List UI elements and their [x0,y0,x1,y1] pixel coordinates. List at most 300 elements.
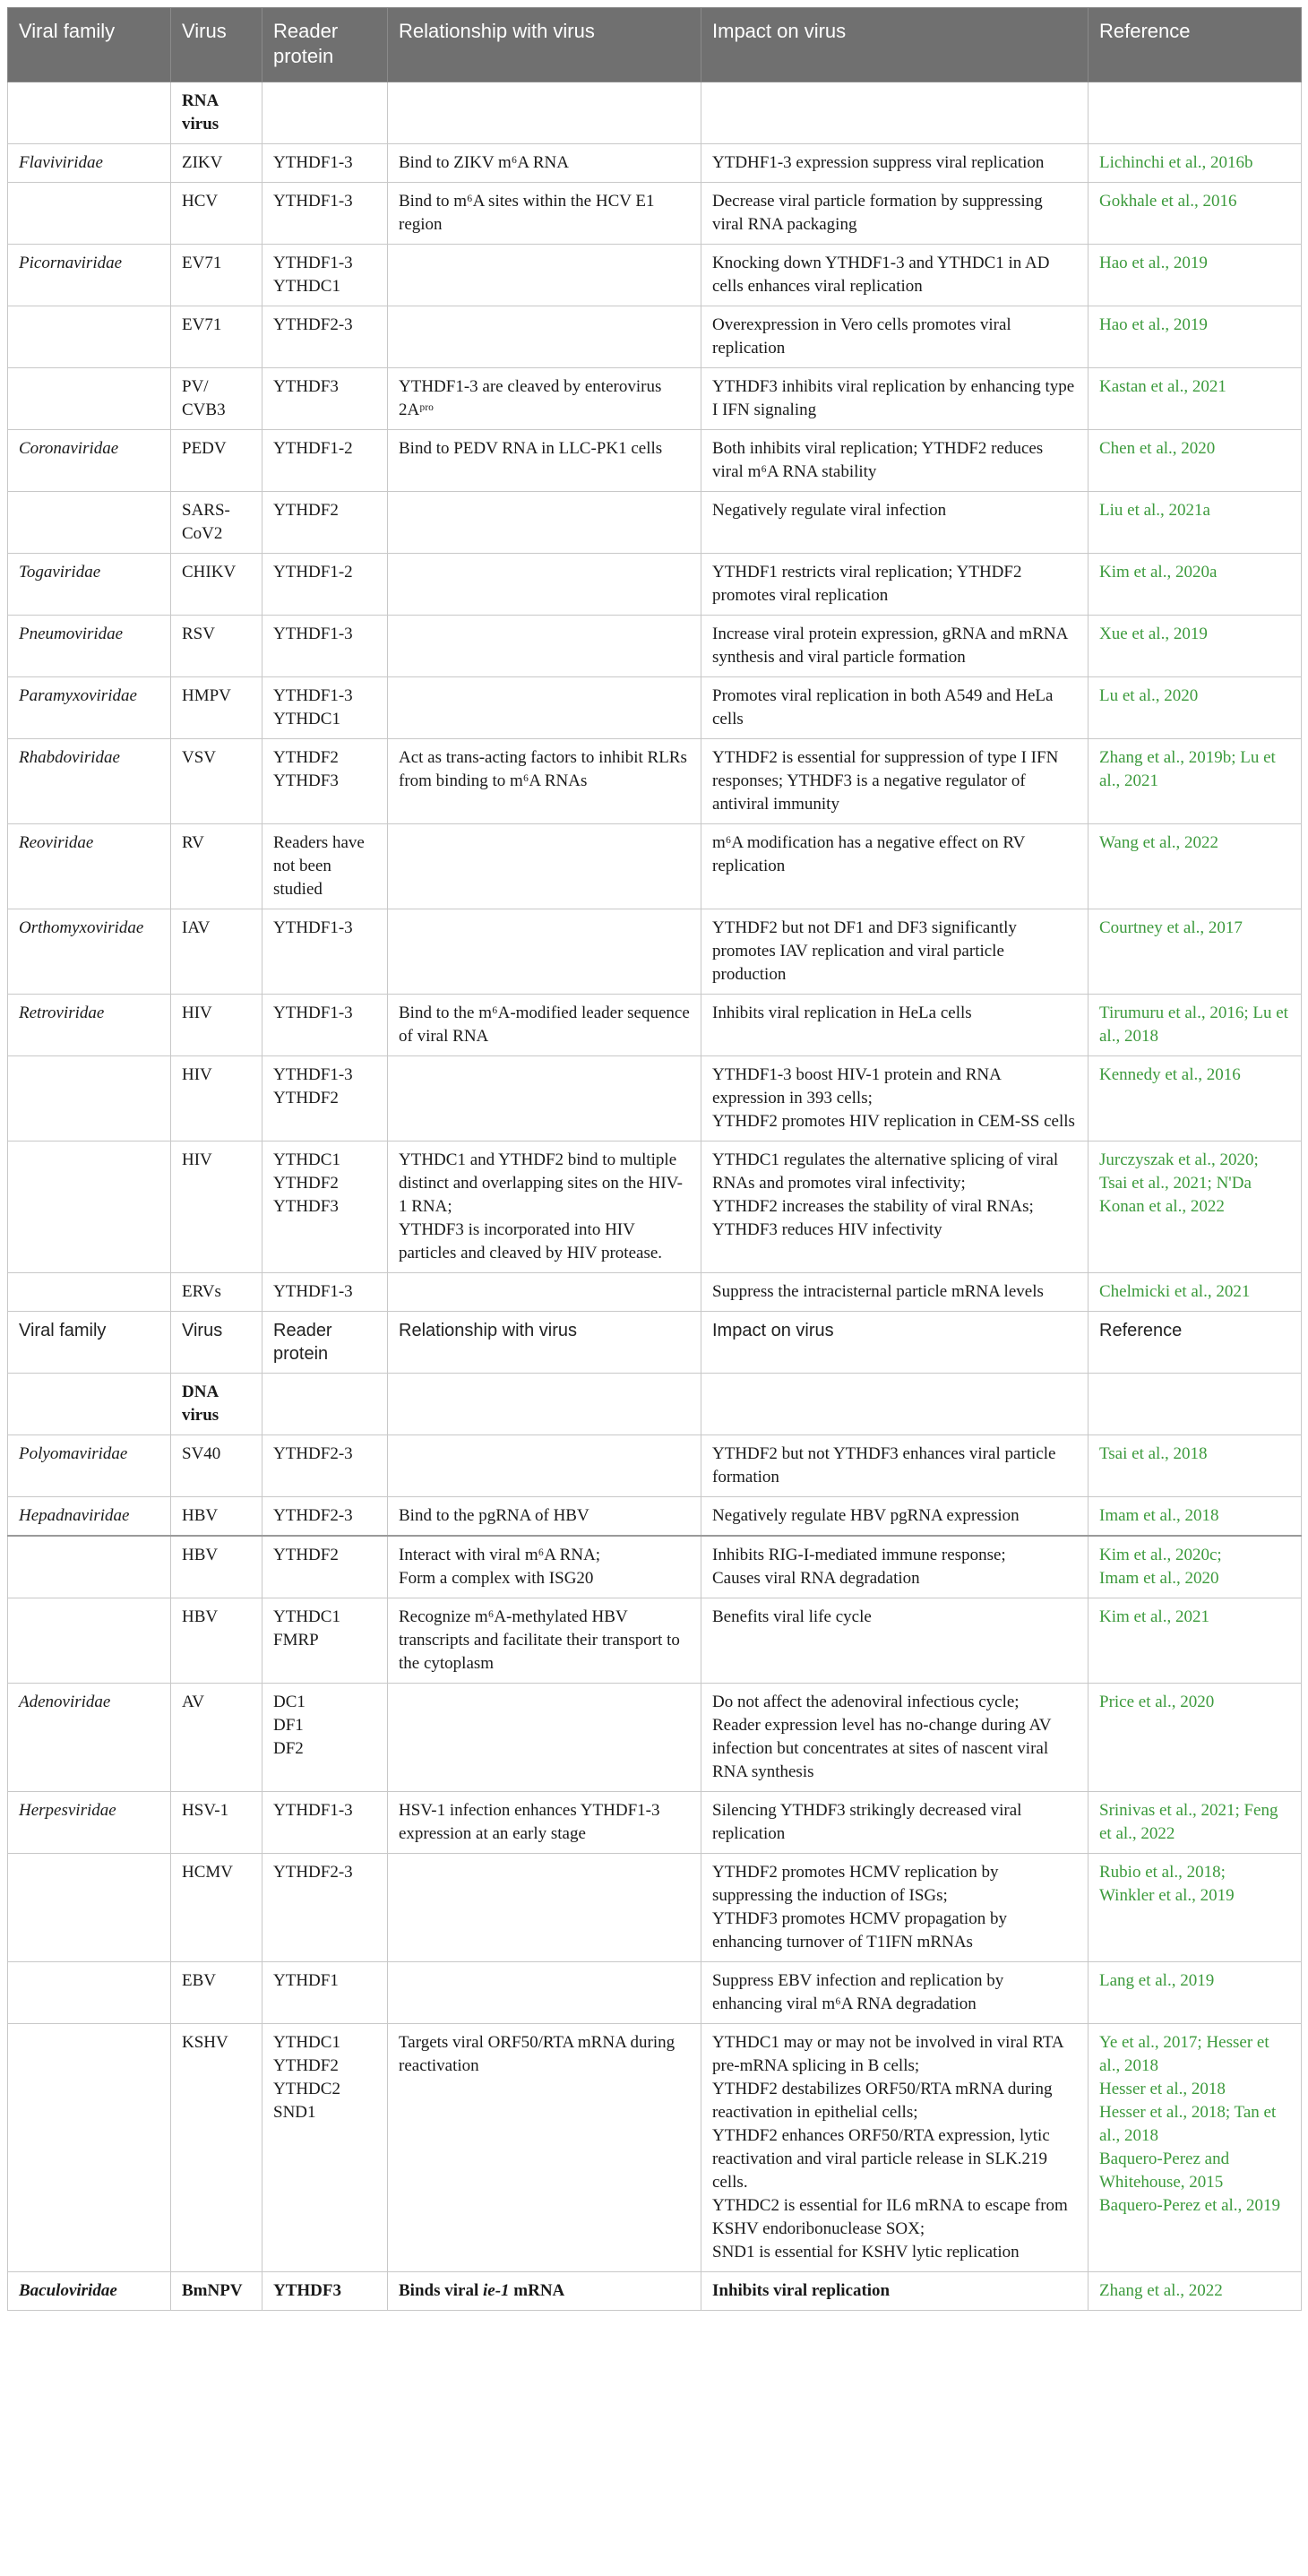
cell-impact [701,1962,1089,2024]
cell-impact [701,2272,1089,2311]
cell-relationship [388,677,701,739]
cell-reference [1089,909,1302,995]
impact-line: YTHDF3 inhibits viral replication by enhancing type I IFN signaling [712,377,1075,419]
reader-line: YTHDF2 [273,501,339,520]
impact-line: Inhibits viral replication in HeLa cells [712,1004,972,1022]
impact-line: Do not affect the adenoviral infectious cycle; [712,1693,1020,1711]
reader-line: YTHDF2-3 [273,1444,353,1463]
cell-virus: ZIKV [171,144,262,183]
reader-line: YTHDF1-3 [273,686,353,705]
reference-link[interactable]: Lang et al., 2019 [1099,1971,1215,1990]
table-row [8,245,1302,306]
cell-reader-protein [262,1435,388,1497]
cell-relationship [388,183,701,245]
cell-reference [1089,1536,1302,1598]
reader-line: YTHDF2-3 [273,1863,353,1882]
cell-reader-protein [262,909,388,995]
reader-line: YTHDF1-3 [273,1282,353,1301]
impact-line: Reader expression level has no-change during AV infection but concentrates at sites of nascent viral RNA synthesis [712,1716,1052,1781]
cell-relationship [388,144,701,183]
cell-reference [1089,1684,1302,1792]
cell-reference [1089,1273,1302,1312]
impact-line: Decrease viral particle formation by suppressing viral RNA packaging [712,192,1043,234]
reader-line: YTHDF2 [273,1546,339,1564]
table-row [8,995,1302,1056]
impact-line: YTHDF3 reduces HIV infectivity [712,1220,942,1239]
cell-virus [171,82,262,144]
section-label: RNA virus [182,91,219,134]
table-row [8,430,1302,492]
cell-impact [701,1435,1089,1497]
impact-line: YTHDF2 promotes HCMV replication by suppressing the induction of ISGs; [712,1863,999,1905]
cell-impact [701,677,1089,739]
cell-impact [701,1598,1089,1684]
cell-viral-family: Picornaviridae [8,245,171,306]
cell-reader-protein [262,1273,388,1312]
reference-link[interactable]: Price et al., 2020 [1099,1693,1215,1711]
cell-reference [1089,677,1302,739]
impact-line: Inhibits viral replication [712,2281,891,2300]
impact-line: Suppress EBV infection and replication by enhancing viral m⁶A RNA degradation [712,1971,1004,2013]
table-row [8,306,1302,368]
cell-viral-family [8,368,171,430]
cell-viral-family [8,1142,171,1273]
table-header [8,8,1302,82]
cell-virus: RSV [171,616,262,677]
column-header-reference: Reference [1089,8,1302,82]
cell-relationship [388,430,701,492]
reference-link[interactable]: Jurczyszak et al., 2020; [1099,1150,1259,1169]
impact-line: YTHDC1 regulates the alternative splicing of viral RNAs and promotes viral infectivity; [712,1150,1059,1193]
table-row [8,1684,1302,1792]
reader-line: YTHDF1-2 [273,439,353,458]
reader-line: DF1 [273,1716,304,1735]
cell-reader-protein [262,824,388,909]
reader-line: YTHDF1-3 [273,625,353,643]
table-body [8,82,1302,2311]
reference-link[interactable]: Kim et al., 2020c; [1099,1546,1222,1564]
viral-reader-table [7,7,1302,2311]
cell-reader-protein [262,677,388,739]
column-header-virus: Virus [171,8,262,82]
reference-link[interactable]: Lu et al., 2020 [1099,686,1199,705]
reference-link[interactable]: Liu et al., 2021a [1099,501,1210,520]
relationship-line: Form a complex with ISG20 [399,1569,594,1588]
impact-line: YTHDF2 promotes HIV replication in CEM-SS cells [712,1112,1075,1131]
reader-line: YTHDC1 [273,1607,340,1626]
relationship-line: Targets viral ORF50/RTA mRNA during reactivation [399,2033,676,2075]
reference-link[interactable]: Hao et al., 2019 [1099,315,1208,334]
cell-relationship [388,2272,701,2311]
cell-impact [701,1536,1089,1598]
impact-line: Knocking down YTHDF1-3 and YTHDC1 in AD cells enhances viral replication [712,254,1050,296]
relationship-line: Binds viral ie-1 mRNA [399,2281,565,2300]
cell-relationship [388,1792,701,1854]
cell-reader-protein [262,1854,388,1962]
cell-virus: EV71 [171,245,262,306]
reference-link[interactable]: Hao et al., 2019 [1099,254,1208,272]
cell-reference [1089,1598,1302,1684]
table-row [8,1854,1302,1962]
cell-impact [701,183,1089,245]
cell-impact [701,616,1089,677]
cell-impact [701,82,1089,144]
impact-line: Both inhibits viral replication; YTHDF2 reduces viral m⁶A RNA stability [712,439,1044,481]
cell-viral-family: Polyomaviridae [8,1435,171,1497]
cell-impact [701,1374,1089,1435]
impact-line: Causes viral RNA degradation [712,1569,920,1588]
cell-reference [1089,1497,1302,1537]
reader-line: FMRP [273,1631,319,1650]
cell-virus: SV40 [171,1435,262,1497]
repeated-header-family: Viral family [8,1312,171,1374]
impact-line: YTHDC1 may or may not be involved in viral RTA pre-mRNA splicing in B cells; [712,2033,1063,2075]
cell-relationship [388,306,701,368]
cell-relationship [388,1142,701,1273]
cell-reference [1089,616,1302,677]
cell-relationship [388,1598,701,1684]
cell-virus: PEDV [171,430,262,492]
reference-link[interactable]: Ye et al., 2017; Hesser et al., 2018 [1099,2033,1269,2075]
reader-line: YTHDF1-3 [273,1065,353,1084]
reader-line: YTHDC1 [273,710,340,728]
cell-reader-protein [262,1792,388,1854]
cell-relationship [388,824,701,909]
cell-relationship [388,492,701,554]
table-row [8,1056,1302,1142]
reader-line: YTHDF1-3 [273,254,353,272]
cell-reader-protein [262,995,388,1056]
cell-reader-protein [262,245,388,306]
cell-reader-protein [262,1142,388,1273]
cell-viral-family: Togaviridae [8,554,171,616]
repeated-header-reader: Reader protein [262,1312,388,1374]
impact-line: m⁶A modification has a negative effect on RV replication [712,833,1025,875]
cell-virus: EV71 [171,306,262,368]
cell-viral-family: Herpesviridae [8,1792,171,1854]
impact-line: YTHDF2 is essential for suppression of type I IFN responses; YTHDF3 is a negative regulator of antiviral immunity [712,748,1059,814]
cell-virus: BmNPV [171,2272,262,2311]
cell-reader-protein [262,1684,388,1792]
table-row [8,183,1302,245]
cell-virus: EBV [171,1962,262,2024]
cell-relationship [388,368,701,430]
impact-line: YTHDF2 but not DF1 and DF3 significantly promotes IAV replication and viral particle production [712,918,1017,984]
reference-link[interactable]: Chelmicki et al., 2021 [1099,1282,1251,1301]
cell-reference [1089,1854,1302,1962]
cell-viral-family [8,492,171,554]
relationship-line: Bind to the m⁶A-modified leader sequence of viral RNA [399,1004,690,1046]
section-row [8,82,1302,144]
cell-virus: VSV [171,739,262,824]
reference-link[interactable]: Tsai et al., 2021; N'Da Konan et al., 2022 [1099,1174,1252,1216]
reference-link[interactable]: Srinivas et al., 2021; Feng et al., 2022 [1099,1801,1278,1843]
cell-reader-protein [262,554,388,616]
cell-reader-protein [262,1598,388,1684]
column-header-relationship: Relationship with virus [388,8,701,82]
cell-reference [1089,183,1302,245]
impact-line: YTHDF3 promotes HCMV propagation by enhancing turnover of T1IFN mRNAs [712,1909,1007,1951]
relationship-line: Bind to the pgRNA of HBV [399,1506,589,1525]
cell-virus: HIV [171,1142,262,1273]
reference-link[interactable]: Kastan et al., 2021 [1099,377,1226,396]
cell-reference [1089,995,1302,1056]
reader-line: YTHDC1 [273,2033,340,2052]
column-header-impact: Impact on virus [701,8,1089,82]
cell-relationship [388,995,701,1056]
cell-relationship [388,1374,701,1435]
impact-line: Negatively regulate viral infection [712,501,947,520]
cell-impact [701,554,1089,616]
impact-line: YTHDF2 but not YTHDF3 enhances viral particle formation [712,1444,1056,1486]
impact-line: YTHDC2 is essential for IL6 mRNA to escape from KSHV endoribonuclease SOX; [712,2196,1068,2238]
cell-reference [1089,1792,1302,1854]
repeated-header-reference: Reference [1089,1312,1302,1374]
reader-line: YTHDF2 [273,748,339,767]
impact-line: Promotes viral replication in both A549 and HeLa cells [712,686,1054,728]
cell-virus: HMPV [171,677,262,739]
cell-reference [1089,2024,1302,2272]
cell-impact [701,2024,1089,2272]
cell-reference [1089,1962,1302,2024]
cell-virus: CHIKV [171,554,262,616]
cell-virus: HBV [171,1497,262,1537]
table-row [8,1142,1302,1273]
reader-line: YTHDF1-3 [273,918,353,937]
relationship-line: Interact with viral m⁶A RNA; [399,1546,601,1564]
impact-line: Benefits viral life cycle [712,1607,872,1626]
impact-line: Overexpression in Vero cells promotes viral replication [712,315,1011,358]
cell-impact [701,306,1089,368]
cell-viral-family [8,1962,171,2024]
cell-relationship [388,2024,701,2272]
reader-line: YTHDC1 [273,277,340,296]
cell-viral-family [8,183,171,245]
cell-reference [1089,368,1302,430]
reference-link[interactable]: Tsai et al., 2018 [1099,1444,1208,1463]
cell-impact [701,430,1089,492]
cell-relationship [388,1497,701,1537]
impact-line: YTHDF1 restricts viral replication; YTHDF2 promotes viral replication [712,563,1022,605]
cell-reader-protein [262,739,388,824]
reference-link[interactable]: Hesser et al., 2018; Tan et al., 2018 [1099,2103,1277,2145]
cell-viral-family: Adenoviridae [8,1684,171,1792]
cell-impact [701,1273,1089,1312]
table-row [8,616,1302,677]
relationship-line: Bind to m⁶A sites within the HCV E1 region [399,192,655,234]
cell-viral-family [8,1273,171,1312]
cell-viral-family: Baculoviridae [8,2272,171,2311]
cell-viral-family: Coronaviridae [8,430,171,492]
cell-reference [1089,430,1302,492]
cell-viral-family: Hepadnaviridae [8,1497,171,1537]
cell-family [8,82,171,144]
cell-reference [1089,144,1302,183]
cell-relationship [388,1273,701,1312]
cell-relationship [388,1684,701,1792]
reader-line: YTHDF3 [273,1197,339,1216]
cell-virus: HIV [171,995,262,1056]
cell-reader-protein [262,492,388,554]
cell-viral-family [8,1536,171,1598]
table-row [8,492,1302,554]
repeated-header-virus: Virus [171,1312,262,1374]
cell-reader-protein [262,2272,388,2311]
cell-virus: HIV [171,1056,262,1142]
table-row [8,677,1302,739]
reference-link[interactable]: Gokhale et al., 2016 [1099,192,1237,211]
table-row [8,2272,1302,2311]
reader-line: YTHDF1-3 [273,192,353,211]
cell-relationship [388,1056,701,1142]
column-header-reader: Reader protein [262,8,388,82]
relationship-line: Act as trans-acting factors to inhibit RLRs from binding to m⁶A RNAs [399,748,687,790]
cell-relationship [388,245,701,306]
reference-link[interactable]: Imam et al., 2018 [1099,1506,1219,1525]
impact-line: SND1 is essential for KSHV lytic replication [712,2243,1020,2262]
cell-viral-family: Flaviviridae [8,144,171,183]
table-row [8,1962,1302,2024]
reader-line: YTHDC1 [273,1150,340,1169]
impact-line: YTHDF2 destabilizes ORF50/RTA mRNA during reactivation in epithelial cells; [712,2080,1053,2122]
relationship-line: YTHDF1-3 are cleaved by enterovirus 2Aᵖʳᵒ [399,377,662,419]
cell-viral-family [8,306,171,368]
reference-link[interactable]: Kim et al., 2020a [1099,563,1218,582]
repeated-header-impact: Impact on virus [701,1312,1089,1374]
reader-line: YTHDC2 [273,2080,340,2098]
cell-reader-protein [262,144,388,183]
reader-line: YTHDF1 [273,1971,339,1990]
cell-reader-protein [262,2024,388,2272]
cell-viral-family: Orthomyxoviridae [8,909,171,995]
cell-impact [701,909,1089,995]
cell-impact [701,739,1089,824]
impact-line: YTHDF2 increases the stability of viral RNAs; [712,1197,1034,1216]
reference-link[interactable]: Chen et al., 2020 [1099,439,1216,458]
reader-line: SND1 [273,2103,316,2122]
cell-reader-protein [262,430,388,492]
reader-line: YTHDF1-2 [273,563,353,582]
cell-family [8,1374,171,1435]
relationship-line: YTHDF3 is incorporated into HIV particles and cleaved by HIV protease. [399,1220,663,1262]
reference-link[interactable]: Hesser et al., 2018 [1099,2080,1226,2098]
cell-reader-protein [262,368,388,430]
reader-line: DC1 [273,1693,305,1711]
cell-virus: ERVs [171,1273,262,1312]
impact-line: YTHDF2 enhances ORF50/RTA expression, lytic reactivation and viral particle release in SLK.219 cells. [712,2126,1050,2192]
cell-reader [262,82,388,144]
reader-line: YTHDF1-3 [273,1801,353,1820]
impact-line: Increase viral protein expression, gRNA and mRNA synthesis and viral particle formation [712,625,1068,667]
cell-relationship [388,909,701,995]
cell-impact [701,824,1089,909]
table-row [8,1273,1302,1312]
reference-link[interactable]: Wang et al., 2022 [1099,833,1219,852]
cell-impact [701,492,1089,554]
reference-link[interactable]: Rubio et al., 2018; [1099,1863,1226,1882]
table-row [8,144,1302,183]
reader-line: DF2 [273,1739,304,1758]
reference-link[interactable]: Lichinchi et al., 2016b [1099,153,1253,172]
reference-link[interactable]: Courtney et al., 2017 [1099,918,1243,937]
cell-reference [1089,1142,1302,1273]
reader-line: YTHDF2-3 [273,315,353,334]
cell-viral-family [8,2024,171,2272]
table-row [8,1792,1302,1854]
reader-line: YTHDF1-3 [273,1004,353,1022]
reference-link[interactable]: Kim et al., 2021 [1099,1607,1209,1626]
impact-line: Suppress the intracisternal particle mRNA levels [712,1282,1044,1301]
cell-impact [701,245,1089,306]
cell-reference [1089,82,1302,144]
reference-link[interactable]: Xue et al., 2019 [1099,625,1208,643]
relationship-line: YTHDC1 and YTHDF2 bind to multiple distinct and overlapping sites on the HIV-1 RNA; [399,1150,683,1216]
reader-line: YTHDF3 [273,2281,341,2300]
cell-viral-family [8,1598,171,1684]
reader-line: YTHDF2 [273,1089,339,1107]
cell-reader-protein [262,1497,388,1537]
reference-link[interactable]: Zhang et al., 2022 [1099,2281,1223,2300]
repeated-header-row [8,1312,1302,1374]
cell-reference [1089,1056,1302,1142]
relationship-line: HSV-1 infection enhances YTHDF1-3 expression at an early stage [399,1801,660,1843]
reference-link[interactable]: Tirumuru et al., 2016; Lu et al., 2018 [1099,1004,1288,1046]
reference-link[interactable]: Baquero-Perez and Whitehouse, 2015 [1099,2150,1230,2192]
table-row [8,739,1302,824]
cell-relationship [388,739,701,824]
cell-reference [1089,1435,1302,1497]
cell-impact [701,1684,1089,1792]
cell-viral-family [8,1854,171,1962]
cell-impact [701,1497,1089,1537]
cell-relationship [388,616,701,677]
impact-line: YTDHF1-3 expression suppress viral replication [712,153,1045,172]
reference-link[interactable]: Winkler et al., 2019 [1099,1886,1235,1905]
reference-link[interactable]: Zhang et al., 2019b; Lu et al., 2021 [1099,748,1276,790]
cell-reference [1089,1374,1302,1435]
relationship-line: Bind to PEDV RNA in LLC-PK1 cells [399,439,663,458]
cell-relationship [388,1854,701,1962]
table-row [8,368,1302,430]
table-row [8,1536,1302,1598]
cell-impact [701,995,1089,1056]
cell-reader-protein [262,616,388,677]
reader-line: YTHDF3 [273,377,339,396]
cell-reference [1089,824,1302,909]
reference-link[interactable]: Baquero-Perez et al., 2019 [1099,2196,1281,2215]
cell-reader-protein [262,1536,388,1598]
cell-reader [262,1374,388,1435]
table-row [8,909,1302,995]
cell-impact [701,368,1089,430]
cell-reference [1089,2272,1302,2311]
table-row [8,1497,1302,1537]
cell-viral-family: Retroviridae [8,995,171,1056]
impact-line: Inhibits RIG-I-mediated immune response; [712,1546,1006,1564]
cell-virus: HBV [171,1598,262,1684]
cell-viral-family: Rhabdoviridae [8,739,171,824]
cell-impact [701,144,1089,183]
reference-link[interactable]: Kennedy et al., 2016 [1099,1065,1241,1084]
cell-relationship [388,1536,701,1598]
cell-virus: AV [171,1684,262,1792]
reader-line: Readers have not been studied [273,833,365,899]
cell-relationship [388,82,701,144]
cell-viral-family: Pneumoviridae [8,616,171,677]
reference-link[interactable]: Imam et al., 2020 [1099,1569,1219,1588]
cell-virus: IAV [171,909,262,995]
impact-line: Silencing YTHDF3 strikingly decreased viral replication [712,1801,1022,1843]
